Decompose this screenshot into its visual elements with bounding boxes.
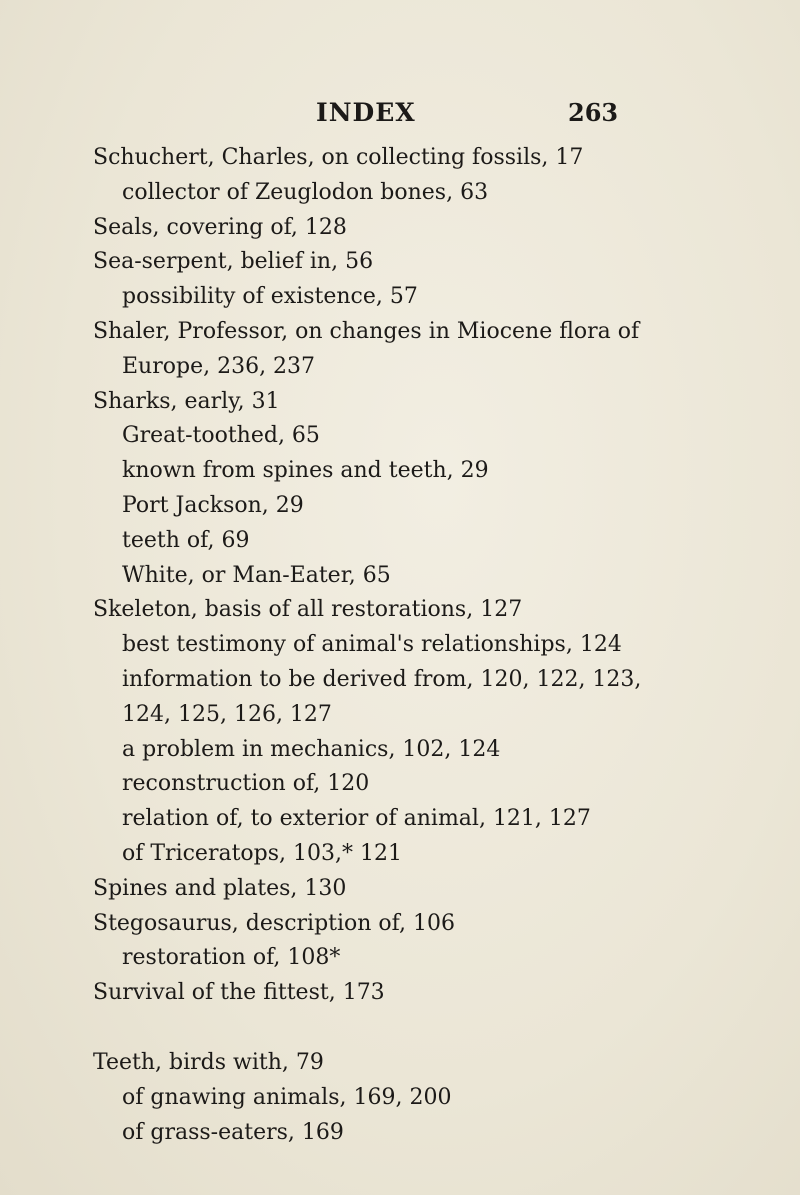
index-subentry: Port Jackson, 29 xyxy=(122,492,304,518)
index-entry: Sea-serpent, belief in, 56 xyxy=(93,249,374,275)
index-subentry: of gnawing animals, 169, 200 xyxy=(122,1084,452,1110)
running-head-title: INDEX xyxy=(316,98,416,127)
page-header xyxy=(0,98,800,138)
index-entry: Survival of the fittest, 173 xyxy=(93,980,385,1006)
index-entry: Stegosaurus, description of, 106 xyxy=(93,910,456,936)
index-subentry: restoration of, 108* xyxy=(122,945,341,971)
index-subentry: reconstruction of, 120 xyxy=(122,771,370,797)
index-entry: Spines and plates, 130 xyxy=(93,875,347,901)
index-subentry: White, or Man-Eater, 65 xyxy=(122,562,391,588)
index-entry-list xyxy=(0,141,800,1150)
index-entry: Teeth, birds with, 79 xyxy=(93,1049,324,1075)
index-subentry: best testimony of animal's relationships, 124 xyxy=(122,632,622,658)
index-subentry: of grass-eaters, 169 xyxy=(122,1119,344,1145)
index-subentry: known from spines and teeth, 29 xyxy=(122,458,489,484)
index-subentry-continuation: 124, 125, 126, 127 xyxy=(122,701,332,727)
index-subentry: of Triceratops, 103,* 121 xyxy=(122,840,402,866)
index-entry: Sharks, early, 31 xyxy=(93,388,280,414)
index-subentry: information to be derived from, 120, 122, 123, xyxy=(122,666,642,692)
index-entry: Schuchert, Charles, on collecting fossils, 17 xyxy=(93,145,584,170)
index-subentry: collector of Zeuglodon bones, 63 xyxy=(122,179,489,205)
index-subentry: a problem in mechanics, 102, 124 xyxy=(122,736,501,762)
index-subentry: possibility of existence, 57 xyxy=(122,284,418,310)
index-subentry: relation of, to exterior of animal, 121, 127 xyxy=(122,806,591,832)
index-entry: Shaler, Professor, on changes in Miocene flora of xyxy=(93,318,640,344)
index-subentry: Great-toothed, 65 xyxy=(122,423,320,449)
index-entry-continuation: Europe, 236, 237 xyxy=(122,353,316,379)
index-subentry: teeth of, 69 xyxy=(122,527,250,553)
index-entry: Seals, covering of, 128 xyxy=(93,214,347,240)
index-entry: Skeleton, basis of all restorations, 127 xyxy=(93,597,523,623)
page-number: 263 xyxy=(568,98,619,127)
